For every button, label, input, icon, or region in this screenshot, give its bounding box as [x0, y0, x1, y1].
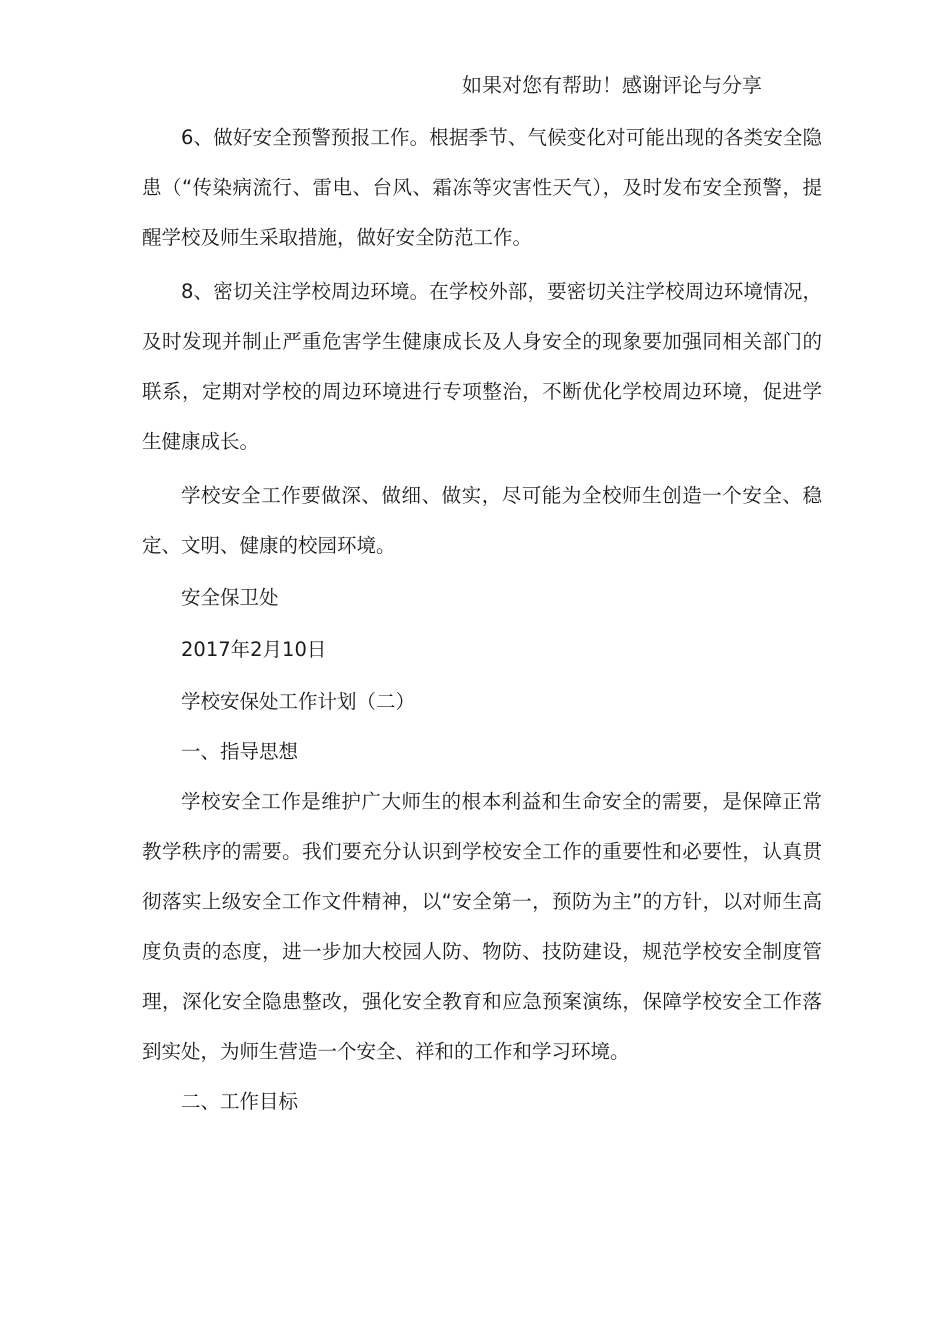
- paragraph-summary: 学校安全工作要做深、做细、做实，尽可能为全校师生创造一个安全、稳定、文明、健康的校园环境。: [142, 484, 822, 557]
- signature-department: 安全保卫处: [181, 586, 279, 609]
- section-heading-work-goals: 二、工作目标: [181, 1090, 299, 1113]
- paragraph-item-8: 8、密切关注学校周边环境。在学校外部，要密切关注学校周边环境情况，及时发现并制止严重危害学生健康成长及人身安全的现象要加强同相关部门的联系，定期对学校的周边环境进行专项整治，不断优化学校周边环境，促进学生健康成长。: [142, 280, 822, 453]
- document-body: [142, 113, 822, 1127]
- section-body-guiding-thought: 学校安全工作是维护广大师生的根本利益和生命安全的需要，是保障正常教学秩序的需要。我们要充分认识到学校安全工作的重要性和必要性，认真贯彻落实上级安全工作文件精神，以“安全第一，预防为主”的方针，以对师生高度负责的态度，进一步加大校园人防、物防、技防建设，规范学校安全制度管理，深化安全隐患整改，强化安全教育和应急预案演练，保障学校安全工作落到实处，为师生营造一个安全、祥和的工作和学习环境。: [142, 790, 822, 1063]
- paragraph-item-6: 6、做好安全预警预报工作。根据季节、气候变化对可能出现的各类安全隐患（“传染病流行、雷电、台风、霜冻等灾害性天气），及时发布安全预警，提醒学校及师生采取措施，做好安全防范工作。: [142, 126, 822, 249]
- signature-date: 2017年2月10日: [181, 638, 327, 661]
- section-heading-guiding-thought: 一、指导思想: [181, 740, 299, 763]
- plan-title: 学校安保处工作计划（二）: [181, 690, 416, 713]
- header-note: 如果对您有帮助！感谢评论与分享: [462, 73, 762, 97]
